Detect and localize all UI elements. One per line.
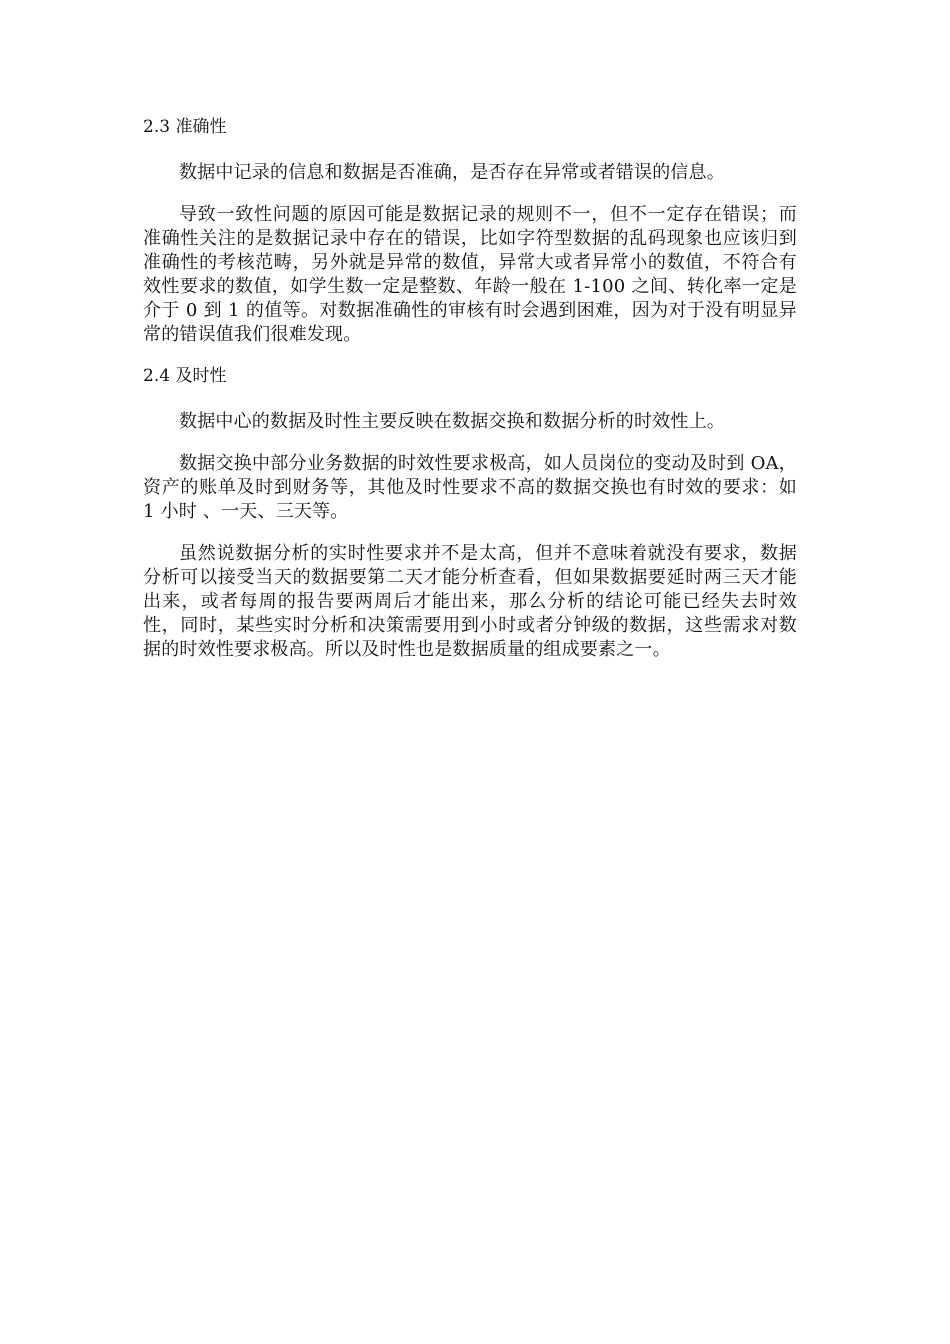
paragraph-accuracy-definition: 数据中记录的信息和数据是否准确，是否存在异常或者错误的信息。	[179, 162, 725, 183]
section-heading-timeliness: 2.4 及时性	[143, 366, 227, 386]
paragraph-accuracy-details: 导致一致性问题的原因可能是数据记录的规则不一，但不一定存在错误；而准确性关注的是数据记录中存在的错误，比如字符型数据的乱码现象也应该归到准确性的考核范畴，另外就是异常的数值，异常大或者异常小的数值，不符合有效性要求的数值，如学生数一定是整数、年龄一般在 1-100 之间、转化率一定是介于 0 到 1 的值等。对数据准确性的审核有时会遇到困难，因为对于没有明显异常的错误值我们很难发现。	[143, 204, 797, 345]
section-heading-accuracy: 2.3 准确性	[143, 117, 227, 137]
paragraph-timeliness-exchange: 数据交换中部分业务数据的时效性要求极高，如人员岗位的变动及时到 OA，资产的账单及时到财务等，其他及时性要求不高的数据交换也有时效的要求：如 1 小时 、一天、三天等。	[143, 453, 797, 522]
paragraph-timeliness-analysis: 虽然说数据分析的实时性要求并不是太高，但并不意味着就没有要求，数据分析可以接受当天的数据要第二天才能分析查看，但如果数据要延时两三天才能出来，或者每周的报告要两周后才能出来，那么分析的结论可能已经失去时效性，同时，某些实时分析和决策需要用到小时或者分钟级的数据，这些需求对数据的时效性要求极高。所以及时性也是数据质量的组成要素之一。	[143, 543, 797, 660]
paragraph-timeliness-definition: 数据中心的数据及时性主要反映在数据交换和数据分析的时效性上。	[179, 411, 725, 432]
document-body	[143, 116, 797, 680]
